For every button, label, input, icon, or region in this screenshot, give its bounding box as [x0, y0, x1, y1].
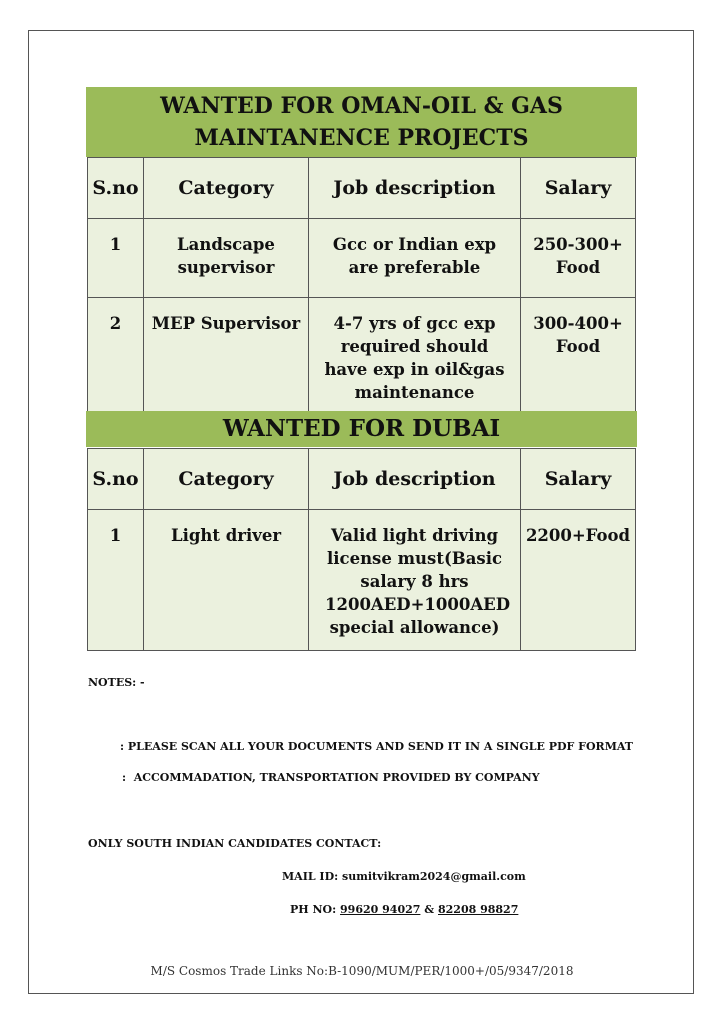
- cell-salary: 2200+Food: [521, 510, 636, 651]
- dubai-title-banner: [86, 411, 637, 447]
- cell-category: Light driver: [144, 510, 309, 651]
- table-header-row: [88, 449, 636, 510]
- cell-description: 4-7 yrs of gcc exp required should have exp in oil&gas maintenance: [309, 298, 521, 413]
- dubai-jobs-table: [87, 448, 636, 651]
- header-salary: Salary: [521, 449, 636, 510]
- mail-label: MAIL ID:: [282, 870, 342, 883]
- cell-category: Landscape supervisor: [144, 219, 309, 298]
- cell-salary: [521, 219, 636, 298]
- table-row: [88, 298, 636, 413]
- header-category: Category: [144, 158, 309, 219]
- header-sno: S.no: [88, 449, 144, 510]
- oman-title-banner: [86, 87, 637, 157]
- cell-description: Valid light driving license must(Basic salary 8 hrs 1200AED+1000AED special allowance): [309, 510, 521, 651]
- table-row: [88, 219, 636, 298]
- salary-text: 250-300+Food: [533, 235, 623, 277]
- cell-category: MEP Supervisor: [144, 298, 309, 413]
- footer-license: M/S Cosmos Trade Links No:B-1090/MUM/PER/1000+/05/9347/2018: [150, 964, 574, 978]
- dubai-title: WANTED FOR DUBAI: [222, 415, 501, 442]
- phone-number-1[interactable]: 99620 94027: [340, 903, 421, 916]
- phone-separator: &: [420, 903, 438, 916]
- cell-sno: 1: [88, 219, 144, 298]
- mail-line: [282, 870, 526, 883]
- table-header-row: [88, 158, 636, 219]
- notes-heading: NOTES: -: [88, 676, 145, 689]
- phone-line: [290, 903, 518, 916]
- salary-text: 300-400+Food: [533, 314, 623, 356]
- header-sno: S.no: [88, 158, 144, 219]
- phone-label: PH NO:: [290, 903, 341, 916]
- table-row: [88, 510, 636, 651]
- oman-jobs-table: [87, 157, 636, 413]
- contact-heading: ONLY SOUTH INDIAN CANDIDATES CONTACT:: [88, 837, 382, 850]
- note-item-pdf: : PLEASE SCAN ALL YOUR DOCUMENTS AND SEND IT IN A SINGLE PDF FORMAT: [120, 740, 633, 753]
- header-job-description: Job description: [309, 449, 521, 510]
- note-item-accommodation: : ACCOMMADATION, TRANSPORTATION PROVIDED BY COMPANY: [122, 771, 540, 784]
- header-salary: Salary: [521, 158, 636, 219]
- mail-address[interactable]: sumitvikram2024@gmail.com: [342, 870, 526, 883]
- cell-description: Gcc or Indian exp are preferable: [309, 219, 521, 298]
- cell-salary: [521, 298, 636, 413]
- header-job-description: Job description: [309, 158, 521, 219]
- header-category: Category: [144, 449, 309, 510]
- cell-sno: 1: [88, 510, 144, 651]
- phone-number-2[interactable]: 82208 98827: [438, 903, 519, 916]
- cell-sno: 2: [88, 298, 144, 413]
- oman-title: WANTED FOR OMAN-OIL & GAS MAINTANENCE PROJECTS: [160, 93, 563, 151]
